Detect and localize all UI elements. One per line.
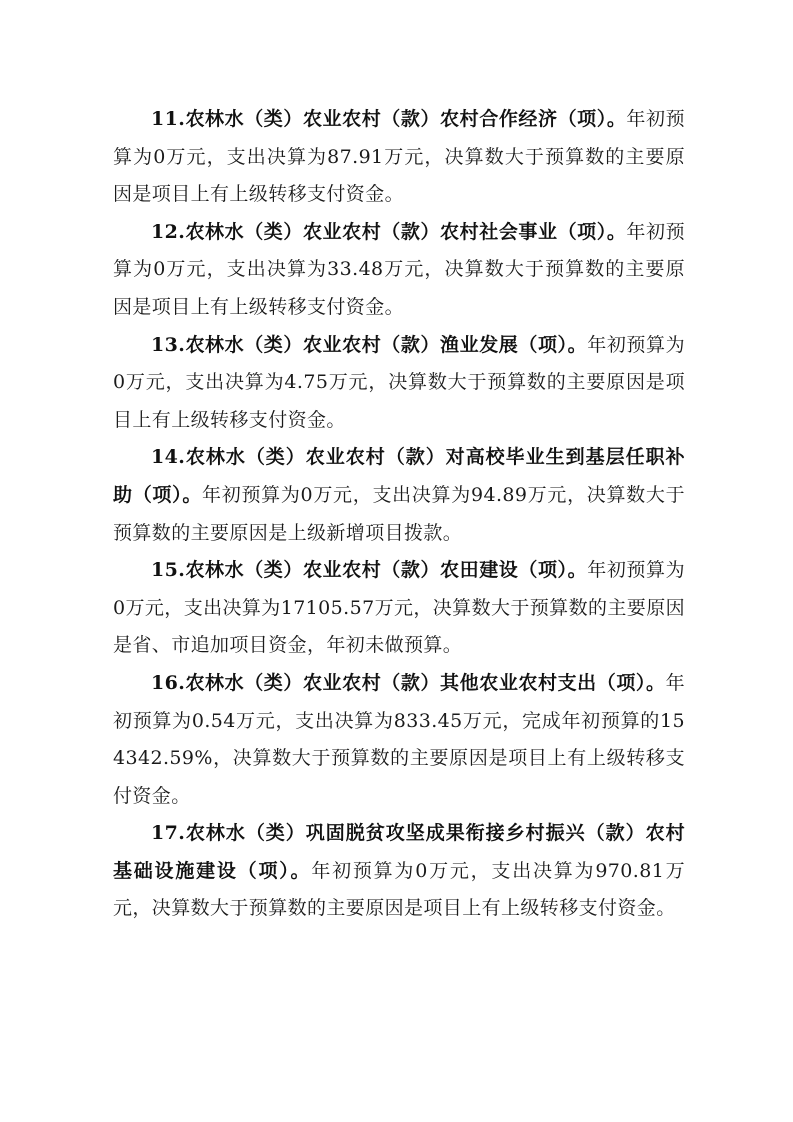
paragraph-17 (113, 815, 685, 928)
paragraph-heading: 15.农林水（类）农业农村（款）农田建设（项）。 (151, 559, 588, 582)
paragraph-heading: 12.农林水（类）农业农村（款）农村社会事业（项）。 (151, 220, 627, 243)
paragraph-body: 年初预算为0万元，支出决算为17105.57万元，决算数大于预算数的主要原因是省、市追加项目资金，年初未做预算。 (113, 559, 685, 657)
paragraph-14 (113, 439, 685, 552)
paragraph-heading: 14.农林水（类）农业农村（款）对高校毕业生到基层任职补助（项）。 (113, 446, 685, 506)
paragraph-heading: 13.农林水（类）农业农村（款）渔业发展（项）。 (151, 333, 588, 356)
paragraph-body: 年初预算为0.54万元，支出决算为833.45万元，完成年初预算的154342.59%，决算数大于预算数的主要原因是项目上有上级转移支付资金。 (113, 671, 685, 807)
paragraph-12 (113, 214, 685, 327)
paragraph-13 (113, 327, 685, 440)
paragraph-body: 年初预算为0万元，支出决算为33.48万元，决算数大于预算数的主要原因是项目上有上级转移支付资金。 (113, 220, 685, 318)
paragraph-heading: 16.农林水（类）农业农村（款）其他农业农村支出（项）。 (151, 671, 666, 694)
paragraph-body: 年初预算为0万元，支出决算为4.75万元，决算数大于预算数的主要原因是项目上有上级转移支付资金。 (113, 333, 685, 431)
paragraph-body: 年初预算为0万元，支出决算为970.81万元，决算数大于预算数的主要原因是项目上有上级转移支付资金。 (113, 859, 685, 920)
document-page (113, 101, 685, 928)
paragraph-16 (113, 665, 685, 815)
paragraph-11 (113, 101, 685, 214)
paragraph-15 (113, 552, 685, 665)
paragraph-body: 年初预算为0万元，支出决算为87.91万元，决算数大于预算数的主要原因是项目上有上级转移支付资金。 (113, 108, 685, 206)
paragraph-heading: 11.农林水（类）农业农村（款）农村合作经济（项）。 (151, 108, 627, 130)
paragraph-body: 年初预算为0万元，支出决算为94.89万元，决算数大于预算数的主要原因是上级新增项目拨款。 (113, 483, 685, 544)
paragraph-heading: 17.农林水（类）巩固脱贫攻坚成果衔接乡村振兴（款）农村基础设施建设（项）。 (113, 822, 685, 882)
